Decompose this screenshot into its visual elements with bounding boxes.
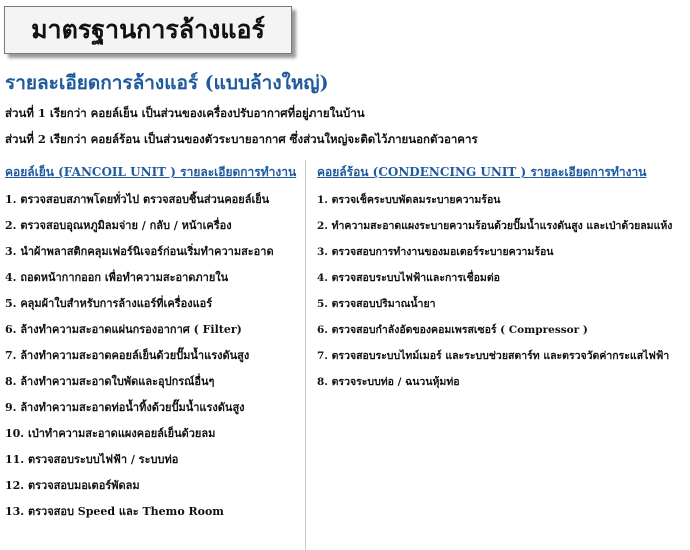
list-item: 11. ตรวจสอบระบบไฟฟ้า / ระบบท่อ [5, 453, 179, 466]
list-item: 2. ตรวจสอบอุณหภูมิลมจ่าย / กลับ / หน้าเครื่อง [5, 219, 232, 232]
list-item: 1. ตรวจเช็คระบบพัดลมระบายความร้อน [317, 194, 501, 206]
list-item: 4. ถอดหน้ากากออก เพื่อทำความสะอาดภายใน [5, 271, 229, 284]
part-1-description: ส่วนที่ 1 เรียกว่า คอยล์เย็น เป็นส่วนของเครื่องปรับอากาศที่อยู่ภายในบ้าน [5, 106, 365, 120]
page-subtitle: รายละเอียดการล้างแอร์ (แบบล้างใหญ่) [5, 72, 329, 94]
column-divider [305, 160, 306, 550]
list-item: 4. ตรวจสอบระบบไฟฟ้าและการเชื่อมต่อ [317, 272, 500, 284]
list-item: 6. ล้างทำความสะอาดแผ่นกรองอากาศ ( Filter) [5, 323, 242, 336]
list-item: 6. ตรวจสอบกำลังอัดของคอมเพรสเซอร์ ( Compressor ) [317, 324, 588, 336]
list-item: 7. ตรวจสอบระบบไทม์เมอร์ และระบบช่วยสตาร์ท และตรวจวัดค่ากระแสไฟฟ้า [317, 350, 670, 362]
fancoil-steps-list [5, 192, 274, 530]
list-item: 3. นำผ้าพลาสติกคลุมเฟอร์นิเจอร์ก่อนเริ่มทำความสะอาด [5, 245, 274, 258]
list-item: 5. ตรวจสอบปริมาณน้ำยา [317, 298, 436, 310]
list-item: 1. ตรวจสอบสภาพโดยทั่วไป ตรวจสอบชิ้นส่วนคอยล์เย็น [5, 193, 270, 206]
list-item: 10. เป่าทำความสะอาดแผงคอยล์เย็นด้วยลม [5, 427, 216, 440]
list-item: 3. ตรวจสอบการทำงานของมอเตอร์ระบายความร้อน [317, 246, 554, 258]
list-item: 8. ตรวจระบบท่อ / ฉนวนหุ้มท่อ [317, 376, 460, 388]
list-item: 5. คลุมผ้าใบสำหรับการล้างแอร์ที่เครื่องแอร์ [5, 297, 213, 310]
page-title: มาตรฐานการล้างแอร์ [31, 15, 265, 44]
list-item: 12. ตรวจสอบมอเตอร์พัดลม [5, 479, 140, 492]
list-item: 13. ตรวจสอบ Speed และ Themo Room [5, 505, 224, 518]
part-2-description: ส่วนที่ 2 เรียกว่า คอยล์ร้อน เป็นส่วนของตัวระบายอากาศ ซึ่งส่วนใหญ่จะติดไว้ภายนอกตัวอาคาร [5, 132, 478, 146]
fancoil-heading: คอยล์เย็น (FANCOIL UNIT ) รายละเอียดการทำงาน [5, 165, 297, 179]
list-item: 7. ล้างทำความสะอาดคอยล์เย็นด้วยปั๊มน้ำแรงดันสูง [5, 349, 250, 362]
list-item: 8. ล้างทำความสะอาดใบพัดและอุปกรณ์อื่นๆ [5, 375, 215, 388]
list-item: 9. ล้างทำความสะอาดท่อน้ำทิ้งด้วยปั๊มน้ำแรงดันสูง [5, 401, 245, 414]
condencing-heading: คอยล์ร้อน (CONDENCING UNIT ) รายละเอียดการทำงาน [317, 165, 647, 179]
list-item: 2. ทำความสะอาดแผงระบายความร้อนด้วยปั๊มน้ำแรงดันสูง และเป่าด้วยลมแห้ง [317, 220, 673, 232]
title-box [4, 6, 292, 54]
condencing-steps-list [317, 192, 672, 400]
